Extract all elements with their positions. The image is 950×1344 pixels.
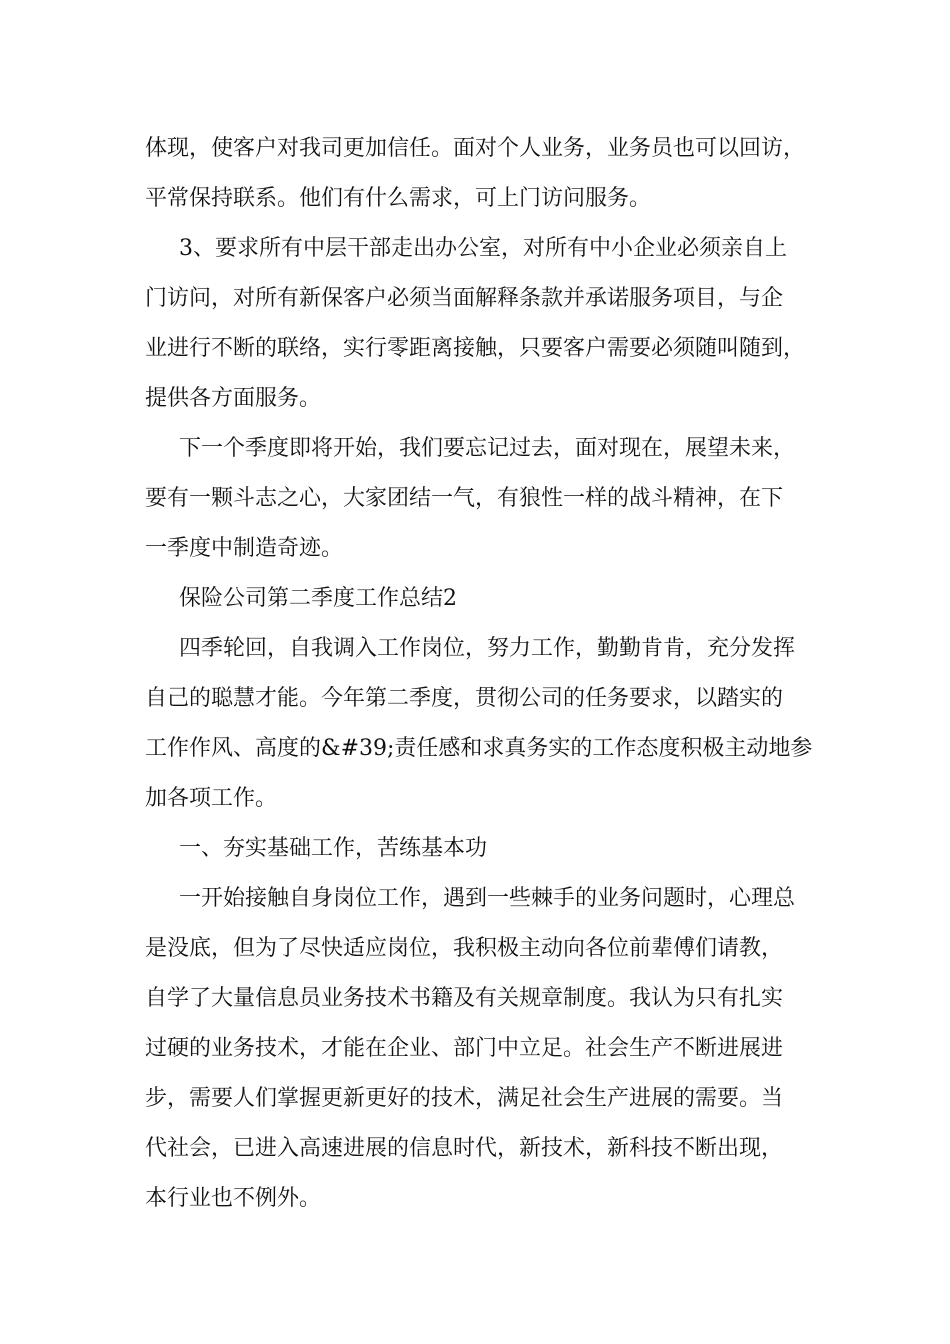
text-line: 业进行不断的联络，实行零距离接触，只要客户需要必须随叫随到，	[145, 336, 806, 361]
text-line: 步，需要人们掌握更新更好的技术，满足社会生产进展的需要。当	[145, 1086, 784, 1111]
text-line: 要有一颗斗志之心，大家团结一气，有狼性一样的战斗精神，在下	[145, 486, 784, 511]
text-line: 本行业也不例外。	[145, 1186, 322, 1211]
text-line: 代社会，已进入高速进展的信息时代，新技术，新科技不断出现，	[145, 1136, 784, 1161]
text-line: 自学了大量信息员业务技术书籍及有关规章制度。我认为只有扎实	[145, 986, 784, 1011]
text-line: 提供各方面服务。	[145, 386, 322, 411]
text-line: 体现，使客户对我司更加信任。面对个人业务，业务员也可以回访，	[145, 136, 806, 161]
text-line: 加各项工作。	[145, 786, 278, 811]
text-line: 平常保持联系。他们有什么需求，可上门访问服务。	[145, 186, 652, 211]
paragraph-start-line: 一开始接触自身岗位工作，遇到一些棘手的业务问题时，心理总	[179, 886, 796, 911]
text-line: 过硬的业务技术，才能在企业、部门中立足。社会生产不断进展进	[145, 1036, 784, 1061]
text-line: 工作作风、高度的&#39;责任感和求真务实的工作态度积极主动地参	[145, 736, 813, 761]
paragraph-start-line: 下一个季度即将开始，我们要忘记过去，面对现在，展望未来，	[179, 436, 796, 461]
paragraph-start-line: 四季轮回，自我调入工作岗位，努力工作，勤勤肯肯，充分发挥	[179, 636, 796, 661]
section-title: 保险公司第二季度工作总结2	[179, 586, 457, 611]
text-line: 自己的聪慧才能。今年第二季度，贯彻公司的任务要求，以踏实的	[145, 686, 784, 711]
paragraph-start-line: 3、要求所有中层干部走出办公室，对所有中小企业必须亲自上	[179, 236, 787, 261]
subsection-heading: 一、夯实基础工作，苦练基本功	[179, 836, 488, 861]
text-line: 门访问，对所有新保客户必须当面解释条款并承诺服务项目，与企	[145, 286, 784, 311]
document-body	[145, 124, 813, 1224]
text-line: 是没底，但为了尽快适应岗位，我积极主动向各位前辈傅们请教，	[145, 936, 784, 961]
text-line: 一季度中制造奇迹。	[145, 536, 344, 561]
